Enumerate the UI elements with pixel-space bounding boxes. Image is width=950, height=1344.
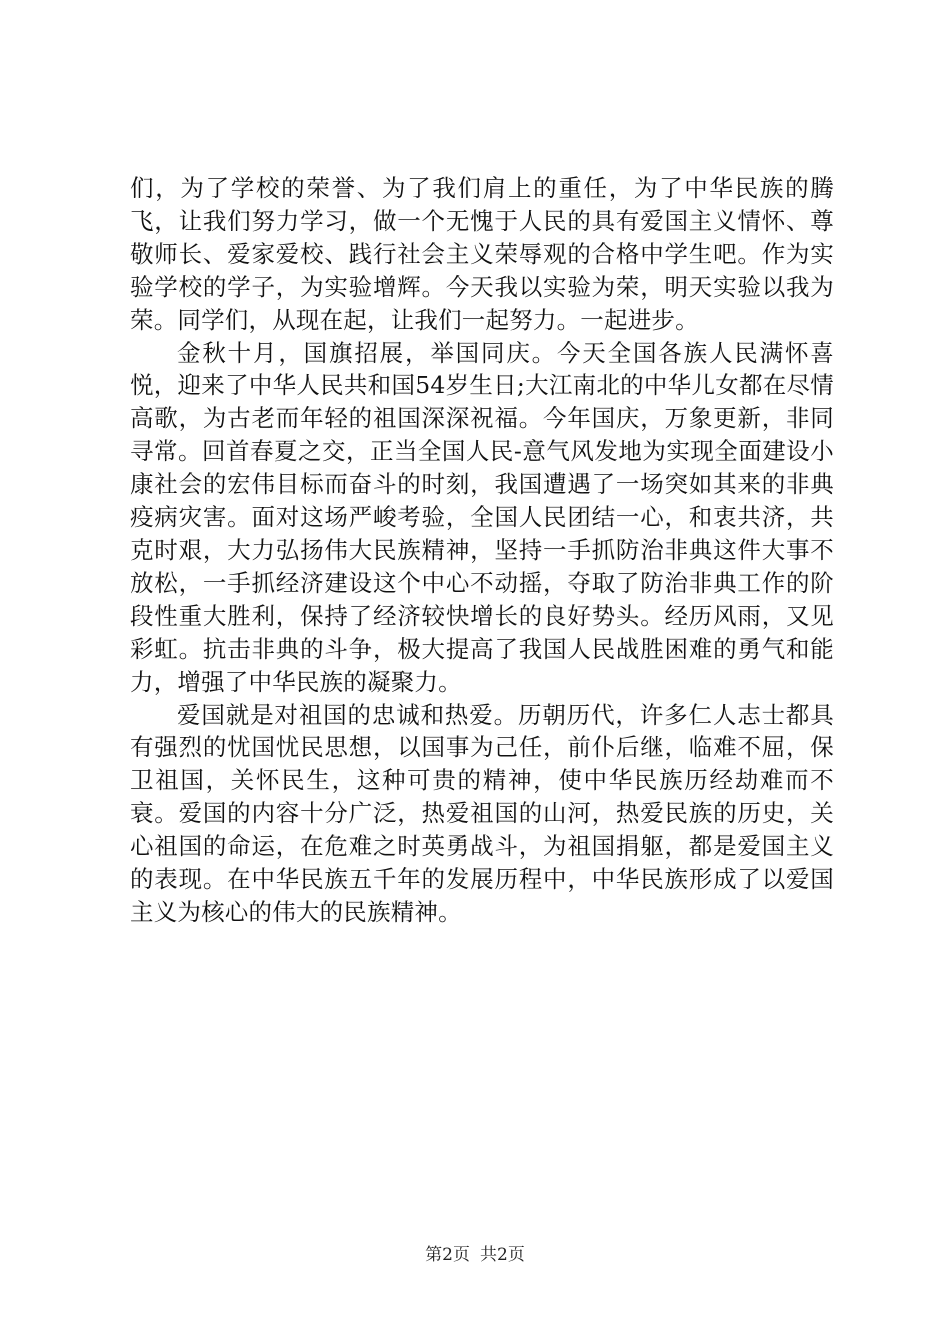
page-number: 第2页 (425, 1245, 470, 1265)
paragraph-2: 金秋十月，国旗招展，举国同庆。今天全国各族人民满怀喜悦，迎来了中华人民共和国54岁生日;大江南北的中华儿女都在尽情高歌，为古老而年轻的祖国深深祝福。今年国庆，万象更新，非同寻常。回首春夏之交，正当全国人民-意气风发地为实现全面建设小康社会的宏伟目标而奋斗的时刻，我国遭遇了一场突如其来的非典疫病灾害。面对这场严峻考验，全国人民团结一心，和衷共济，共克时艰，大力弘扬伟大民族精神，坚持一手抓防治非典这件大事不放松，一手抓经济建设这个中心不动摇，夺取了防治非典工作的阶段性重大胜利，保持了经济较快增长的良好势头。经历风雨，又见彩虹。抗击非典的斗争，极大提高了我国人民战胜困难的勇气和能力，增强了中华民族的凝聚力。 (130, 338, 834, 696)
paragraph-1: 们，为了学校的荣誉、为了我们肩上的重任，为了中华民族的腾飞，让我们努力学习，做一个无愧于人民的具有爱国主义情怀、尊敬师长、爱家爱校、践行社会主义荣辱观的合格中学生吧。作为实验学校的学子，为实验增辉。今天我以实验为荣，明天实验以我为荣。同学们，从现在起，让我们一起努力。一起进步。 (130, 174, 834, 334)
document-body (130, 172, 834, 929)
paragraph-3: 爱国就是对祖国的忠诚和热爱。历朝历代，许多仁人志士都具有强烈的忧国忧民思想，以国事为己任，前仆后继，临难不屈，保卫祖国，关怀民生，这种可贵的精神，使中华民族历经劫难而不衰。爱国的内容十分广泛，热爱祖国的山河，热爱民族的历史，关心祖国的命运，在危难之时英勇战斗，为祖国捐躯，都是爱国主义的表现。在中华民族五千年的发展历程中，中华民族形成了以爱国主义为核心的伟大的民族精神。 (130, 700, 834, 926)
page-footer (0, 1244, 950, 1266)
page-total: 共2页 (480, 1245, 525, 1265)
